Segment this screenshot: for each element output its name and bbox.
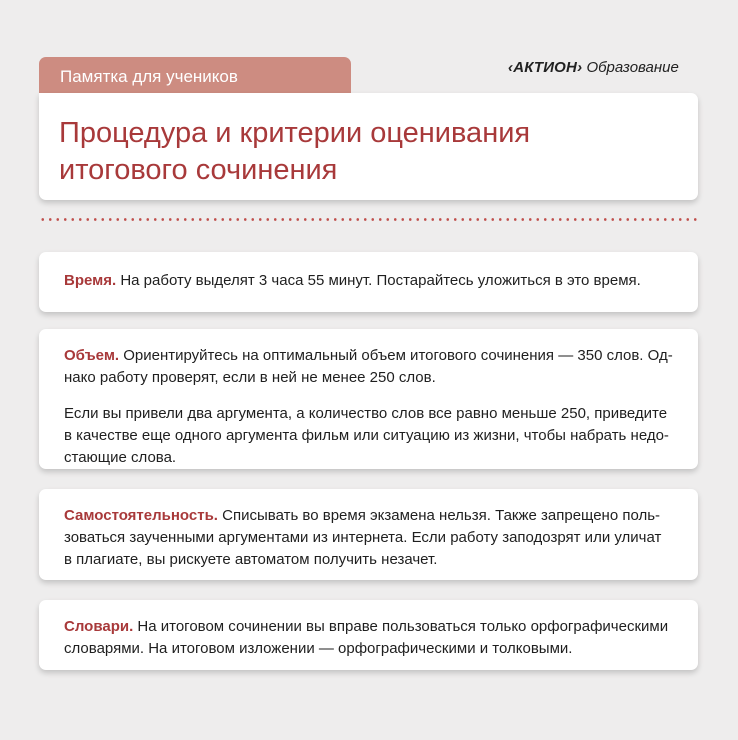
volume-text-1-line-1: Ориентируйтесь на оптимальный объем итогового сочинения — 350 слов. Од- (119, 347, 673, 364)
title-line-1: Процедура и критерии оценивания (59, 117, 531, 149)
volume-paragraph-1 (64, 345, 678, 389)
volume-paragraph-2 (64, 403, 678, 469)
title-line-2: итогового сочинения (59, 154, 338, 186)
time-paragraph (64, 270, 678, 292)
dotted-divider (39, 218, 699, 221)
independence-line-3: в плагиате, вы рискуете автоматом получить незачет. (64, 551, 438, 568)
title-card (39, 93, 698, 200)
volume-text-2-line-1: Если вы привели два аргумента, а количество слов все равно меньше 250, приведите (64, 405, 668, 422)
volume-text-2-line-2: в качестве еще одного аргумента фильм или ситуацию из жизни, чтобы набрать недо- (64, 427, 669, 444)
page-title (59, 115, 530, 189)
independence-line-2: зоваться заученными аргументами из интернета. Если работу заподозрят или уличат (64, 529, 662, 546)
dictionaries-paragraph (64, 616, 678, 660)
section-independence (39, 489, 698, 580)
volume-keyword: Объем. (64, 347, 120, 364)
section-dictionaries (39, 600, 698, 670)
volume-text-1-line-2: нако работу проверят, если в ней не менее 250 слов. (64, 369, 436, 386)
dictionaries-keyword: Словари. (64, 618, 134, 635)
dictionaries-line-1: На итоговом сочинении вы вправе пользоваться только орфографическими (133, 618, 669, 635)
section-time (39, 252, 698, 312)
volume-text-2-line-3: стающие слова. (64, 449, 177, 466)
brand-name: ‹АКТИОН› (508, 59, 583, 76)
brand-suffix: Образование (586, 59, 679, 76)
independence-line-1: Списывать во время экзамена нельзя. Также запрещено поль- (217, 507, 661, 524)
time-keyword: Время. (64, 272, 117, 289)
time-text: На работу выделят 3 часа 55 минут. Постарайтесь уложиться в это время. (116, 272, 641, 289)
independence-keyword: Самостоятельность. (64, 507, 218, 524)
independence-paragraph (64, 505, 678, 571)
brand-logo (508, 59, 700, 79)
section-volume (39, 329, 698, 469)
dictionaries-line-2: словарями. На итоговом изложении — орфографическими и толковыми. (64, 640, 573, 657)
tag-label: Памятка для учеников (60, 67, 238, 86)
